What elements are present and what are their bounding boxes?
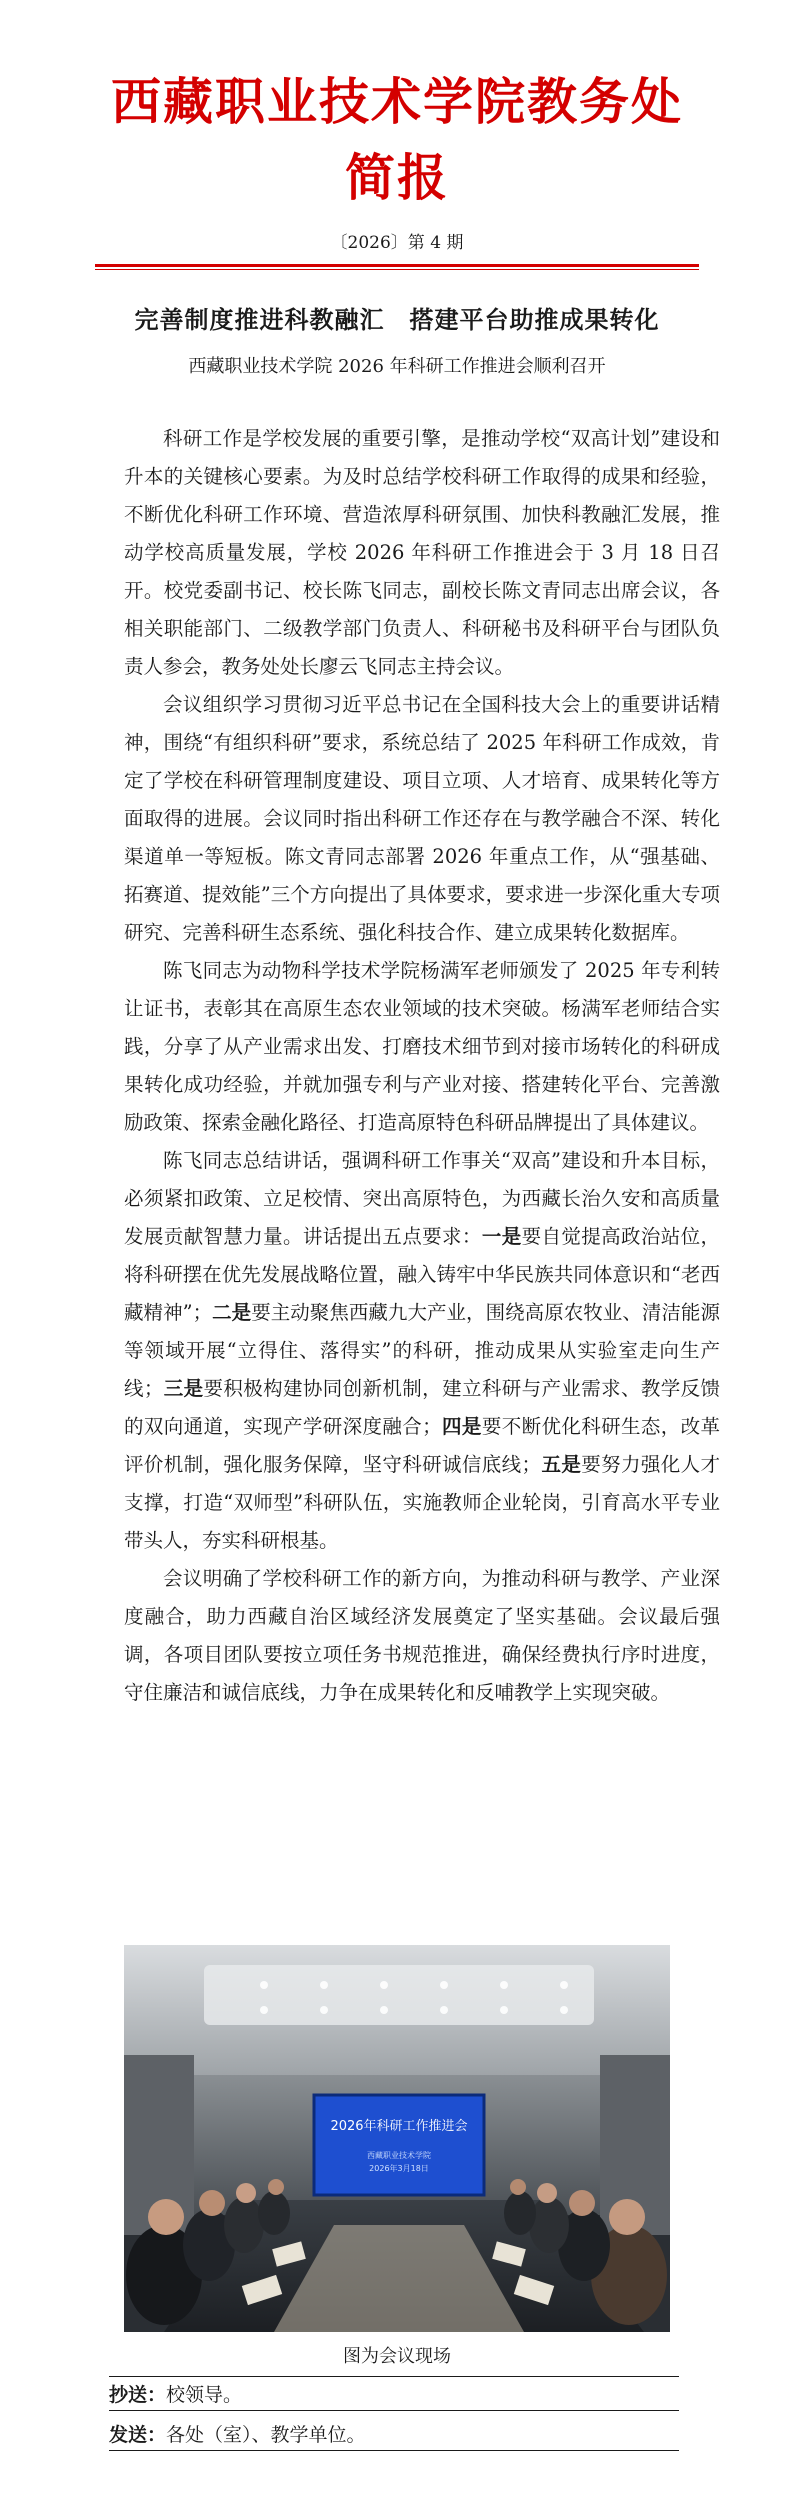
projection-screen xyxy=(314,2095,484,2195)
send-label: 发送： xyxy=(109,2424,167,2446)
bulletin-title-line2: 简报 xyxy=(345,148,449,207)
red-divider-thin xyxy=(95,269,699,270)
bulletin-title: 西藏职业技术学院教务处 xyxy=(111,72,683,131)
p4-text-c: 要主动聚焦西藏九大产业，围绕高原农牧业、清洁能源等领域开展“立得住、落得实”的科研，推动成果从实验室走向生产线； xyxy=(124,1301,720,1400)
ceiling-panel xyxy=(204,1965,594,2025)
screen-line2: 2026年3月18日 xyxy=(369,2164,429,2173)
p4-keyword-2: 二是 xyxy=(212,1301,252,1324)
meeting-photo-illustration xyxy=(124,1945,670,2332)
send-line xyxy=(109,2420,679,2447)
paragraph-2: 会议组织学习贯彻习近平总书记在全国科技大会上的重要讲话精神，围绕“有组织科研”要求，系统总结了 2025 年科研工作成效，肯定了学校在科研管理制度建设、项目立项、人才培育、成果转化等方面取得的进展。会议同时指出科研工作还存在与教学融合不深、转化渠道单一等短板。陈文青同志部署 2026 年重点工作，从“强基础、拓赛道、提效能”三个方向提出了具体要求，要求进一步深化重大专项研究、完善科研生态系统、强化科技合作、建立成果转化数据库。 xyxy=(124,693,720,944)
p4-text-a: 陈飞同志总结讲话，强调科研工作事关“双高”建设和升本目标，必须紧扣政策、立足校情、突出高原特色，为西藏长治久安和高质量发展贡献智慧力量。讲话提出五点要求： xyxy=(124,1149,720,1248)
paragraph-3: 陈飞同志为动物科学技术学院杨满军老师颁发了 2025 年专利转让证书，表彰其在高原生态农业领域的技术突破。杨满军老师结合实践，分享了从产业需求出发、打磨技术细节到对接市场转化的科研成果转化成功经验，并就加强专利与产业对接、搭建转化平台、完善激励政策、探索金融化路径、打造高原特色科研品牌提出了具体建议。 xyxy=(124,959,720,1134)
meeting-photo xyxy=(124,1945,670,2332)
issue-number: 〔2026〕第 4 期 xyxy=(330,233,464,253)
p4-keyword-5: 五是 xyxy=(541,1453,582,1476)
screen-line1: 西藏职业技术学院 xyxy=(367,2151,431,2160)
divider-line xyxy=(109,2376,679,2377)
article-subtitle: 西藏职业技术学院 2026 年科研工作推进会顺利召开 xyxy=(188,356,606,377)
red-divider-thick xyxy=(95,264,699,267)
send-value: 各处（室）、教学单位。 xyxy=(166,2424,366,2446)
cc-label: 抄送： xyxy=(109,2384,167,2406)
divider-line xyxy=(109,2410,679,2411)
paragraph-1: 科研工作是学校发展的重要引擎，是推动学校“双高计划”建设和升本的关键核心要素。为及时总结学校科研工作取得的成果和经验，不断优化科研工作环境、营造浓厚科研氛围、加快科教融汇发展，推动学校高质量发展，学校 2026 年科研工作推进会于 3 月 18 日召开。校党委副书记、校长陈飞同志，副校长陈文青同志出席会议，各相关职能部门、二级教学部门负责人、科研秘书及科研平台与团队负责人参会，教务处处长廖云飞同志主持会议。 xyxy=(124,427,720,678)
paragraph-5: 会议明确了学校科研工作的新方向，为推动科研与教学、产业深度融合，助力西藏自治区域经济发展奠定了坚实基础。会议最后强调，各项目团队要按立项任务书规范推进，确保经费执行序时进度，守住廉洁和诚信底线，力争在成果转化和反哺教学上实现突破。 xyxy=(124,1567,720,1704)
paragraph-4 xyxy=(124,1142,720,1560)
p4-keyword-3: 三是 xyxy=(163,1377,204,1400)
p4-text-b: 要自觉提高政治站位，将科研摆在优先发展战略位置，融入铸牢中华民族共同体意识和“老西藏精神”； xyxy=(124,1225,720,1324)
p4-text-e: 要不断优化科研生态，改革评价机制，强化服务保障，坚守科研诚信底线； xyxy=(124,1415,720,1476)
screen-title: 2026年科研工作推进会 xyxy=(330,2119,468,2134)
p4-keyword-4: 四是 xyxy=(441,1415,482,1438)
divider-line xyxy=(109,2450,679,2451)
p4-keyword-1: 一是 xyxy=(481,1225,522,1248)
article-title: 完善制度推进科教融汇 搭建平台助推成果转化 xyxy=(134,305,660,334)
cc-value: 校领导。 xyxy=(166,2384,243,2406)
article-body xyxy=(124,420,720,1712)
cc-line xyxy=(109,2380,679,2407)
photo-caption: 图为会议现场 xyxy=(343,2346,451,2367)
p4-text-d: 要积极构建协同创新机制，建立科研与产业需求、教学反馈的双向通道，实现产学研深度融合； xyxy=(124,1377,720,1438)
p4-text-f: 要努力强化人才支撑，打造“双师型”科研队伍，实施教师企业轮岗，引育高水平专业带头人，夯实科研根基。 xyxy=(124,1453,720,1552)
